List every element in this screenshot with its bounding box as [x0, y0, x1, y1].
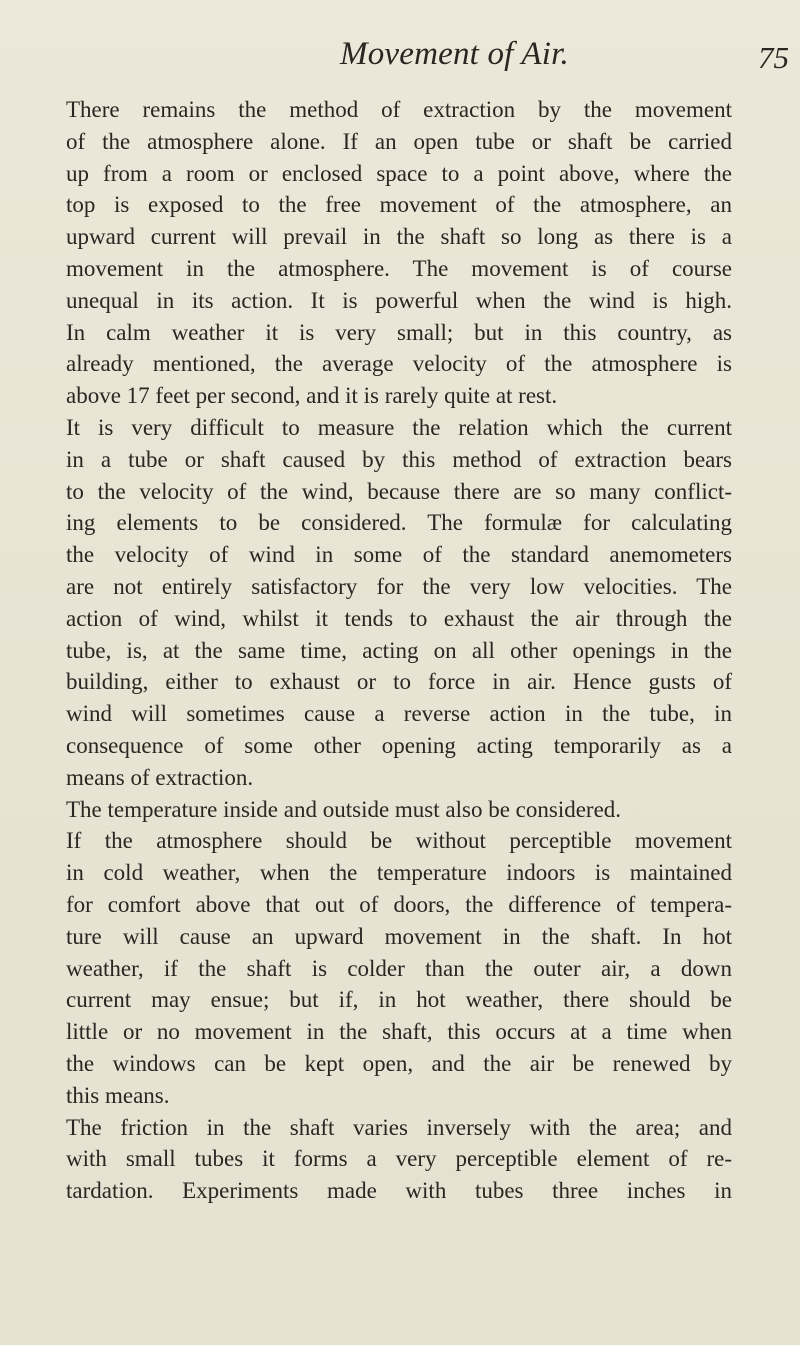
text-line: little or no movement in the shaft, this occurs at a time when [66, 1019, 732, 1045]
text-line: the windows can be kept open, and the air be renewed by [66, 1050, 732, 1076]
text-line: wind will sometimes cause a reverse action in the tube, in [66, 701, 732, 727]
text-line: are not entirely satisfactory for the very low velocities. The [66, 573, 732, 599]
text-line: with small tubes it forms a very perceptible element of re- [66, 1146, 732, 1172]
text-line: movement in the atmosphere. The movement is of course [66, 255, 732, 281]
paragraph-3 [66, 794, 732, 826]
text-line: in a tube or shaft caused by this method of extraction bears [66, 446, 732, 472]
paragraph-1 [66, 94, 732, 412]
text-line: ing elements to be considered. The formulæ for calculating [66, 510, 732, 536]
text-line: the velocity of wind in some of the standard anemometers [66, 542, 732, 568]
text-line: current may ensue; but if, in hot weather, there should be [66, 987, 732, 1013]
text-line: weather, if the shaft is colder than the outer air, a down [66, 955, 732, 981]
text-line: unequal in its action. It is powerful when the wind is high. [66, 287, 732, 313]
text-line: ture will cause an upward movement in the shaft. In hot [66, 923, 732, 949]
text-line: to the velocity of the wind, because there are so many conflict- [66, 478, 732, 504]
paragraph-2 [66, 412, 732, 794]
running-head-title: Movement of Air. [340, 36, 569, 72]
text-line: already mentioned, the average velocity of the atmosphere is [66, 351, 732, 377]
text-line: In calm weather it is very small; but in this country, as [66, 319, 732, 345]
text-line: The temperature inside and outside must also be considered. [66, 796, 622, 822]
paragraph-5 [66, 1112, 732, 1207]
page-number: 75 [758, 40, 789, 75]
text-line: top is exposed to the free movement of the atmosphere, an [66, 192, 732, 218]
text-line: It is very difficult to measure the relation which the current [66, 414, 732, 440]
text-line: tardation. Experiments made with tubes three inches in [66, 1178, 732, 1204]
text-line: If the atmosphere should be without perceptible movement [66, 828, 732, 854]
text-line: consequence of some other opening acting temporarily as a [66, 732, 732, 758]
paragraph-4 [66, 825, 732, 1111]
text-line: There remains the method of extraction by the movement [66, 97, 732, 122]
text-line: of the atmosphere alone. If an open tube or shaft be carried [66, 128, 732, 154]
text-line: up from a room or enclosed space to a point above, where the [66, 160, 732, 186]
text-line: above 17 feet per second, and it is rarely quite at rest. [66, 383, 558, 409]
text-line: for comfort above that out of doors, the difference of tempera- [66, 891, 732, 917]
body-text [66, 94, 732, 1207]
text-line: upward current will prevail in the shaft so long as there is a [66, 224, 732, 250]
text-line: tube, is, at the same time, acting on all other openings in the [66, 637, 732, 663]
text-line: this means. [66, 1082, 170, 1108]
text-line: building, either to exhaust or to force in air. Hence gusts of [66, 669, 732, 695]
text-line: The friction in the shaft varies inversely with the area; and [66, 1114, 732, 1140]
text-line: in cold weather, when the temperature indoors is maintained [66, 860, 732, 886]
text-line: means of extraction. [66, 764, 254, 790]
text-line: action of wind, whilst it tends to exhaust the air through the [66, 605, 732, 631]
